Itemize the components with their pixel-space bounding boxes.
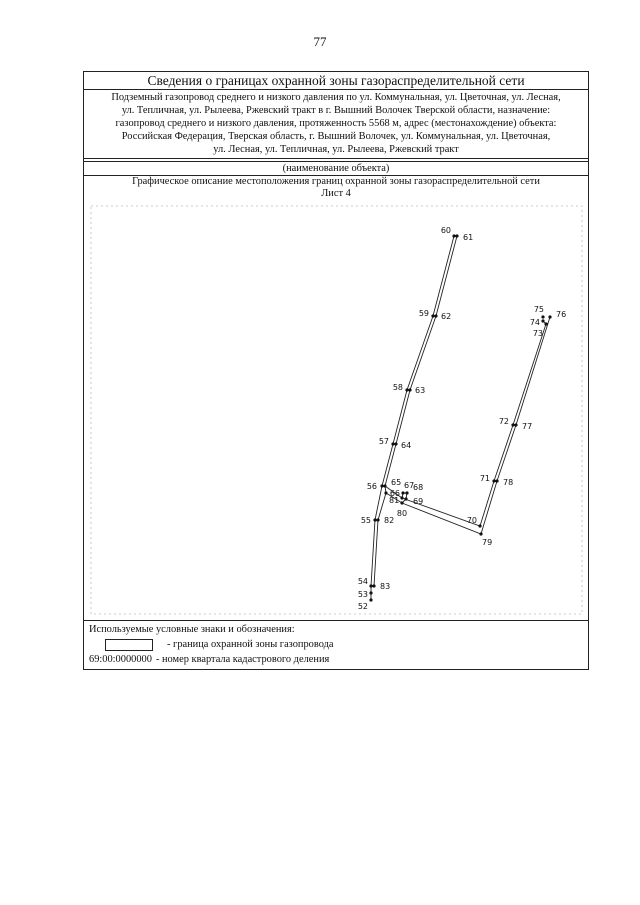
map-point-label-75: 75 bbox=[533, 305, 544, 314]
map-point-59 bbox=[431, 314, 434, 317]
map-point-label-67: 67 bbox=[404, 481, 415, 490]
map-point-56 bbox=[380, 484, 383, 487]
map-point-54 bbox=[369, 584, 372, 587]
zone-boundary-line-1 bbox=[371, 236, 454, 600]
map-point-80 bbox=[400, 501, 403, 504]
map-drawing bbox=[84, 200, 588, 620]
map-point-label-52: 52 bbox=[357, 602, 368, 611]
document-title: Сведения о границах охранной зоны газораспределительной сети bbox=[84, 72, 588, 90]
map-point-label-66: 66 bbox=[389, 489, 400, 498]
map-point-65 bbox=[383, 484, 386, 487]
document-sheet bbox=[83, 71, 589, 670]
map-point-60 bbox=[452, 234, 455, 237]
map-point-label-55: 55 bbox=[360, 516, 371, 525]
map-point-label-61: 61 bbox=[463, 233, 474, 242]
map-point-79 bbox=[479, 532, 482, 535]
map-point-66 bbox=[400, 496, 403, 499]
map-point-label-62: 62 bbox=[441, 312, 452, 321]
map-point-68 bbox=[405, 491, 408, 494]
map-point-75 bbox=[541, 315, 544, 318]
map-point-76 bbox=[548, 315, 551, 318]
sheet-label: Лист 4 bbox=[321, 188, 351, 199]
map-point-label-68: 68 bbox=[413, 483, 424, 492]
legend bbox=[84, 621, 588, 669]
map-point-label-71: 71 bbox=[479, 474, 490, 483]
map-point-label-74: 74 bbox=[529, 318, 540, 327]
map-point-71 bbox=[492, 479, 495, 482]
map-point-78 bbox=[495, 479, 498, 482]
description-line: газопровод среднего и низкого давления, протяженность 5568 м, адрес (местонахождение) объекта: bbox=[115, 118, 557, 129]
map-point-label-82: 82 bbox=[384, 516, 395, 525]
map-point-label-81: 81 bbox=[389, 496, 400, 505]
map-point-label-60: 60 bbox=[440, 226, 451, 235]
map-point-label-79: 79 bbox=[482, 538, 493, 547]
map-point-label-78: 78 bbox=[503, 478, 514, 487]
map-point-82 bbox=[376, 518, 379, 521]
description-line: ул. Лесная, ул. Тепличная, ул. Рылеева, Ржевский тракт bbox=[213, 144, 459, 155]
map-point-69 bbox=[404, 497, 407, 500]
boundary-symbol bbox=[105, 639, 153, 651]
map-point-62 bbox=[434, 314, 437, 317]
map-point-label-56: 56 bbox=[366, 482, 377, 491]
description-line: Подземный газопровод среднего и низкого давления по ул. Коммунальная, ул. Цветочная, ул. Лесная, bbox=[111, 92, 561, 103]
map-point-73 bbox=[544, 322, 547, 325]
map-point-label-53: 53 bbox=[357, 590, 368, 599]
map-point-61 bbox=[455, 234, 458, 237]
description-line: ул. Тепличная, ул. Рылеева, Ржевский тракт в г. Вышний Волочек Тверской области, назначение: bbox=[121, 105, 551, 116]
legend-heading: Используемые условные знаки и обозначения: bbox=[89, 624, 295, 635]
zone-boundary-line-2 bbox=[374, 236, 457, 586]
map-point-label-83: 83 bbox=[380, 582, 391, 591]
map-point-70 bbox=[478, 524, 481, 527]
legend-boundary-row bbox=[89, 637, 583, 652]
map-point-label-58: 58 bbox=[392, 383, 403, 392]
map-point-53 bbox=[369, 591, 372, 594]
map-point-label-70: 70 bbox=[466, 516, 477, 525]
map-point-55 bbox=[373, 518, 376, 521]
map-point-57 bbox=[391, 442, 394, 445]
map-point-81 bbox=[384, 491, 387, 494]
map-point-label-54: 54 bbox=[357, 577, 368, 586]
map-point-52 bbox=[369, 598, 372, 601]
map-point-label-63: 63 bbox=[415, 386, 426, 395]
map-point-label-69: 69 bbox=[413, 497, 424, 506]
map-point-label-77: 77 bbox=[522, 422, 533, 431]
legend-boundary-text: - граница охранной зоны газопровода bbox=[167, 639, 334, 650]
legend-cadastral-text: - номер квартала кадастрового деления bbox=[155, 654, 330, 665]
map-inner-frame bbox=[91, 206, 582, 614]
map-point-63 bbox=[408, 388, 411, 391]
graphic-caption: Графическое описание местоположения границ охранной зоны газораспределительной сети bbox=[132, 176, 540, 187]
map-point-83 bbox=[372, 584, 375, 587]
object-description bbox=[84, 90, 588, 159]
map-point-72 bbox=[511, 423, 514, 426]
map-point-58 bbox=[405, 388, 408, 391]
legend-cadastral-code: 69:00:0000000 bbox=[89, 654, 152, 665]
map-point-67 bbox=[401, 491, 404, 494]
map-point-77 bbox=[514, 423, 517, 426]
object-name-note: (наименование объекта) bbox=[84, 161, 588, 176]
map-point-label-76: 76 bbox=[556, 310, 567, 319]
map-point-64 bbox=[394, 442, 397, 445]
page-number: 77 bbox=[313, 34, 327, 49]
legend-cadastral-row bbox=[89, 652, 583, 667]
map-point-label-73: 73 bbox=[532, 329, 543, 338]
map-point-label-59: 59 bbox=[418, 309, 429, 318]
map-point-label-64: 64 bbox=[401, 441, 412, 450]
map-panel bbox=[84, 200, 588, 621]
map-point-label-65: 65 bbox=[391, 478, 402, 487]
map-point-74 bbox=[541, 319, 544, 322]
description-line: Российская Федерация, Тверская область, г. Вышний Волочек, ул. Коммунальная, ул. Цветочная, bbox=[121, 131, 551, 142]
map-point-label-80: 80 bbox=[396, 509, 408, 518]
map-point-label-57: 57 bbox=[378, 437, 389, 446]
map-point-label-72: 72 bbox=[498, 417, 509, 426]
